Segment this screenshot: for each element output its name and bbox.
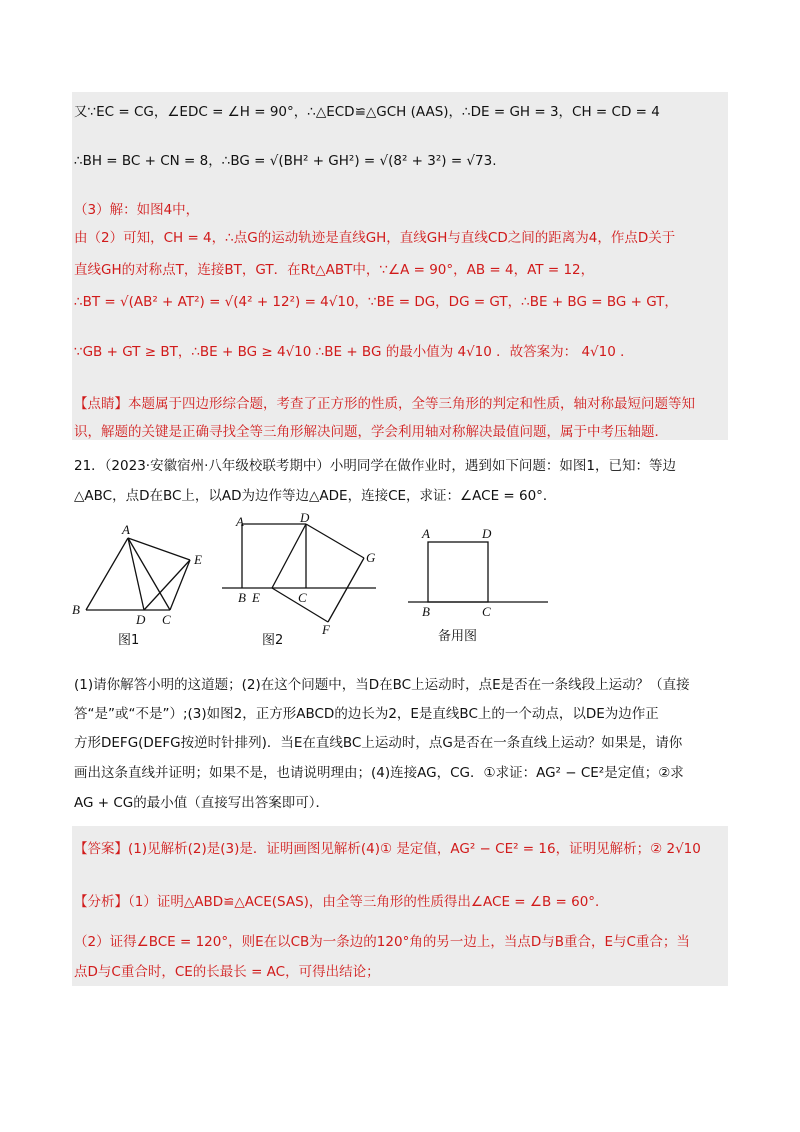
answer-line: 【答案】(1)见解析(2)是(3)是．证明画图见解析(4)① 是定值，AG² − CE² = 16，证明见解析；② 2√10 [74, 841, 701, 857]
fig3-caption: 备用图 [438, 629, 478, 644]
part3-line-3: ∴BT = √(AB² + AT²) = √(4² + 12²) = 4√10，∵BE = DG，DG = GT，∴BE + BG = BG + GT， [74, 294, 678, 310]
figure-3 [408, 542, 548, 602]
part3-line-2: 直线GH的对称点T，连接BT，GT．在Rt△ABT中，∵∠A = 90°，AB = 4，AT = 12， [74, 262, 595, 278]
fig2-label-g: G [366, 550, 376, 565]
figure-2 [222, 524, 376, 622]
part3-line-1: 由（2）可知，CH = 4，∴点G的运动轨迹是直线GH，直线GH与直线CD之间的距离为4，作点D关于 [74, 230, 676, 246]
fig1-label-e: E [194, 552, 202, 567]
problem-line-2: △ABC，点D在BC上，以AD为边作等边△ADE，连接CE，求证：∠ACE = 60°． [74, 488, 557, 504]
question-line-5: AG + CG的最小值（直接写出答案即可）． [74, 795, 329, 811]
fig2-label-a: A [236, 514, 244, 529]
part3-line-4: ∵GB + GT ≥ BT，∴BE + BG ≥ 4√10 ∴BE + BG 的最小值为 4√10 ．故答案为： 4√10 ． [74, 344, 634, 360]
fig2-label-f: F [322, 622, 330, 637]
solution-line-1: 又∵EC = CG，∠EDC = ∠H = 90°，∴△ECD≌△GCH (AAS)，∴DE = GH = 3，CH = CD = 4 [74, 104, 660, 120]
comment-line-1: 【点睛】本题属于四边形综合题，考查了正方形的性质，全等三角形的判定和性质，轴对称最短问题等知 [74, 396, 695, 412]
fig1-label-d: D [136, 612, 146, 627]
fig2-label-d: D [300, 512, 310, 525]
fig3-label-d: D [482, 526, 492, 541]
fig3-label-c: C [482, 604, 491, 619]
analysis-line-1: 【分析】（1）证明△ABD≌△ACE(SAS)，由全等三角形的性质得出∠ACE = ∠B = 60°． [74, 894, 609, 910]
fig1-label-c: C [162, 612, 171, 627]
fig1-caption: 图1 [118, 633, 140, 648]
fig2-label-e: E [252, 590, 260, 605]
question-line-4: 画出这条直线并证明；如果不是，也请说明理由；(4)连接AG，CG．①求证：AG² − CE²是定值；②求 [74, 765, 684, 781]
fig3-label-b: B [422, 604, 430, 619]
question-line-1: (1)请你解答小明的这道题；(2)在这个问题中，当D在BC上运动时，点E是否在一条线段上运动？（直接 [74, 677, 690, 693]
fig1-label-a: A [122, 522, 130, 537]
question-line-2: 答“是”或“不是”）;(3)如图2，正方形ABCD的边长为2，E是直线BC上的一个动点，以DE为边作正 [74, 706, 659, 722]
figure-1 [86, 538, 190, 610]
fig2-label-c: C [298, 590, 307, 605]
figures [66, 512, 586, 652]
part3-header: （3）解：如图4中， [74, 202, 200, 218]
fig2-label-b: B [238, 590, 246, 605]
solution-line-2: ∴BH = BC + CN = 8，∴BG = √(BH² + GH²) = √(8² + 3²) = √73. [74, 153, 497, 169]
analysis-line-2: （2）证得∠BCE = 120°，则E在以CB为一条边的120°角的另一边上，当点D与B重合，E与C重合；当 [74, 934, 690, 950]
problem-line-1: 21．（2023·安徽宿州·八年级校联考期中）小明同学在做作业时，遇到如下问题：如图1，已知：等边 [74, 458, 676, 474]
question-line-3: 方形DEFG(DEFG按逆时针排列)．当E在直线BC上运动时，点G是否在一条直线上运动？如果是，请你 [74, 735, 683, 751]
comment-line-2: 识，解题的关键是正确寻找全等三角形解决问题，学会利用轴对称解决最值问题，属于中考压轴题． [74, 424, 668, 440]
fig2-caption: 图2 [262, 633, 284, 648]
analysis-line-3: 点D与C重合时，CE的长最长 = AC，可得出结论； [74, 964, 380, 980]
fig1-label-b: B [72, 602, 80, 617]
fig3-label-a: A [422, 526, 430, 541]
